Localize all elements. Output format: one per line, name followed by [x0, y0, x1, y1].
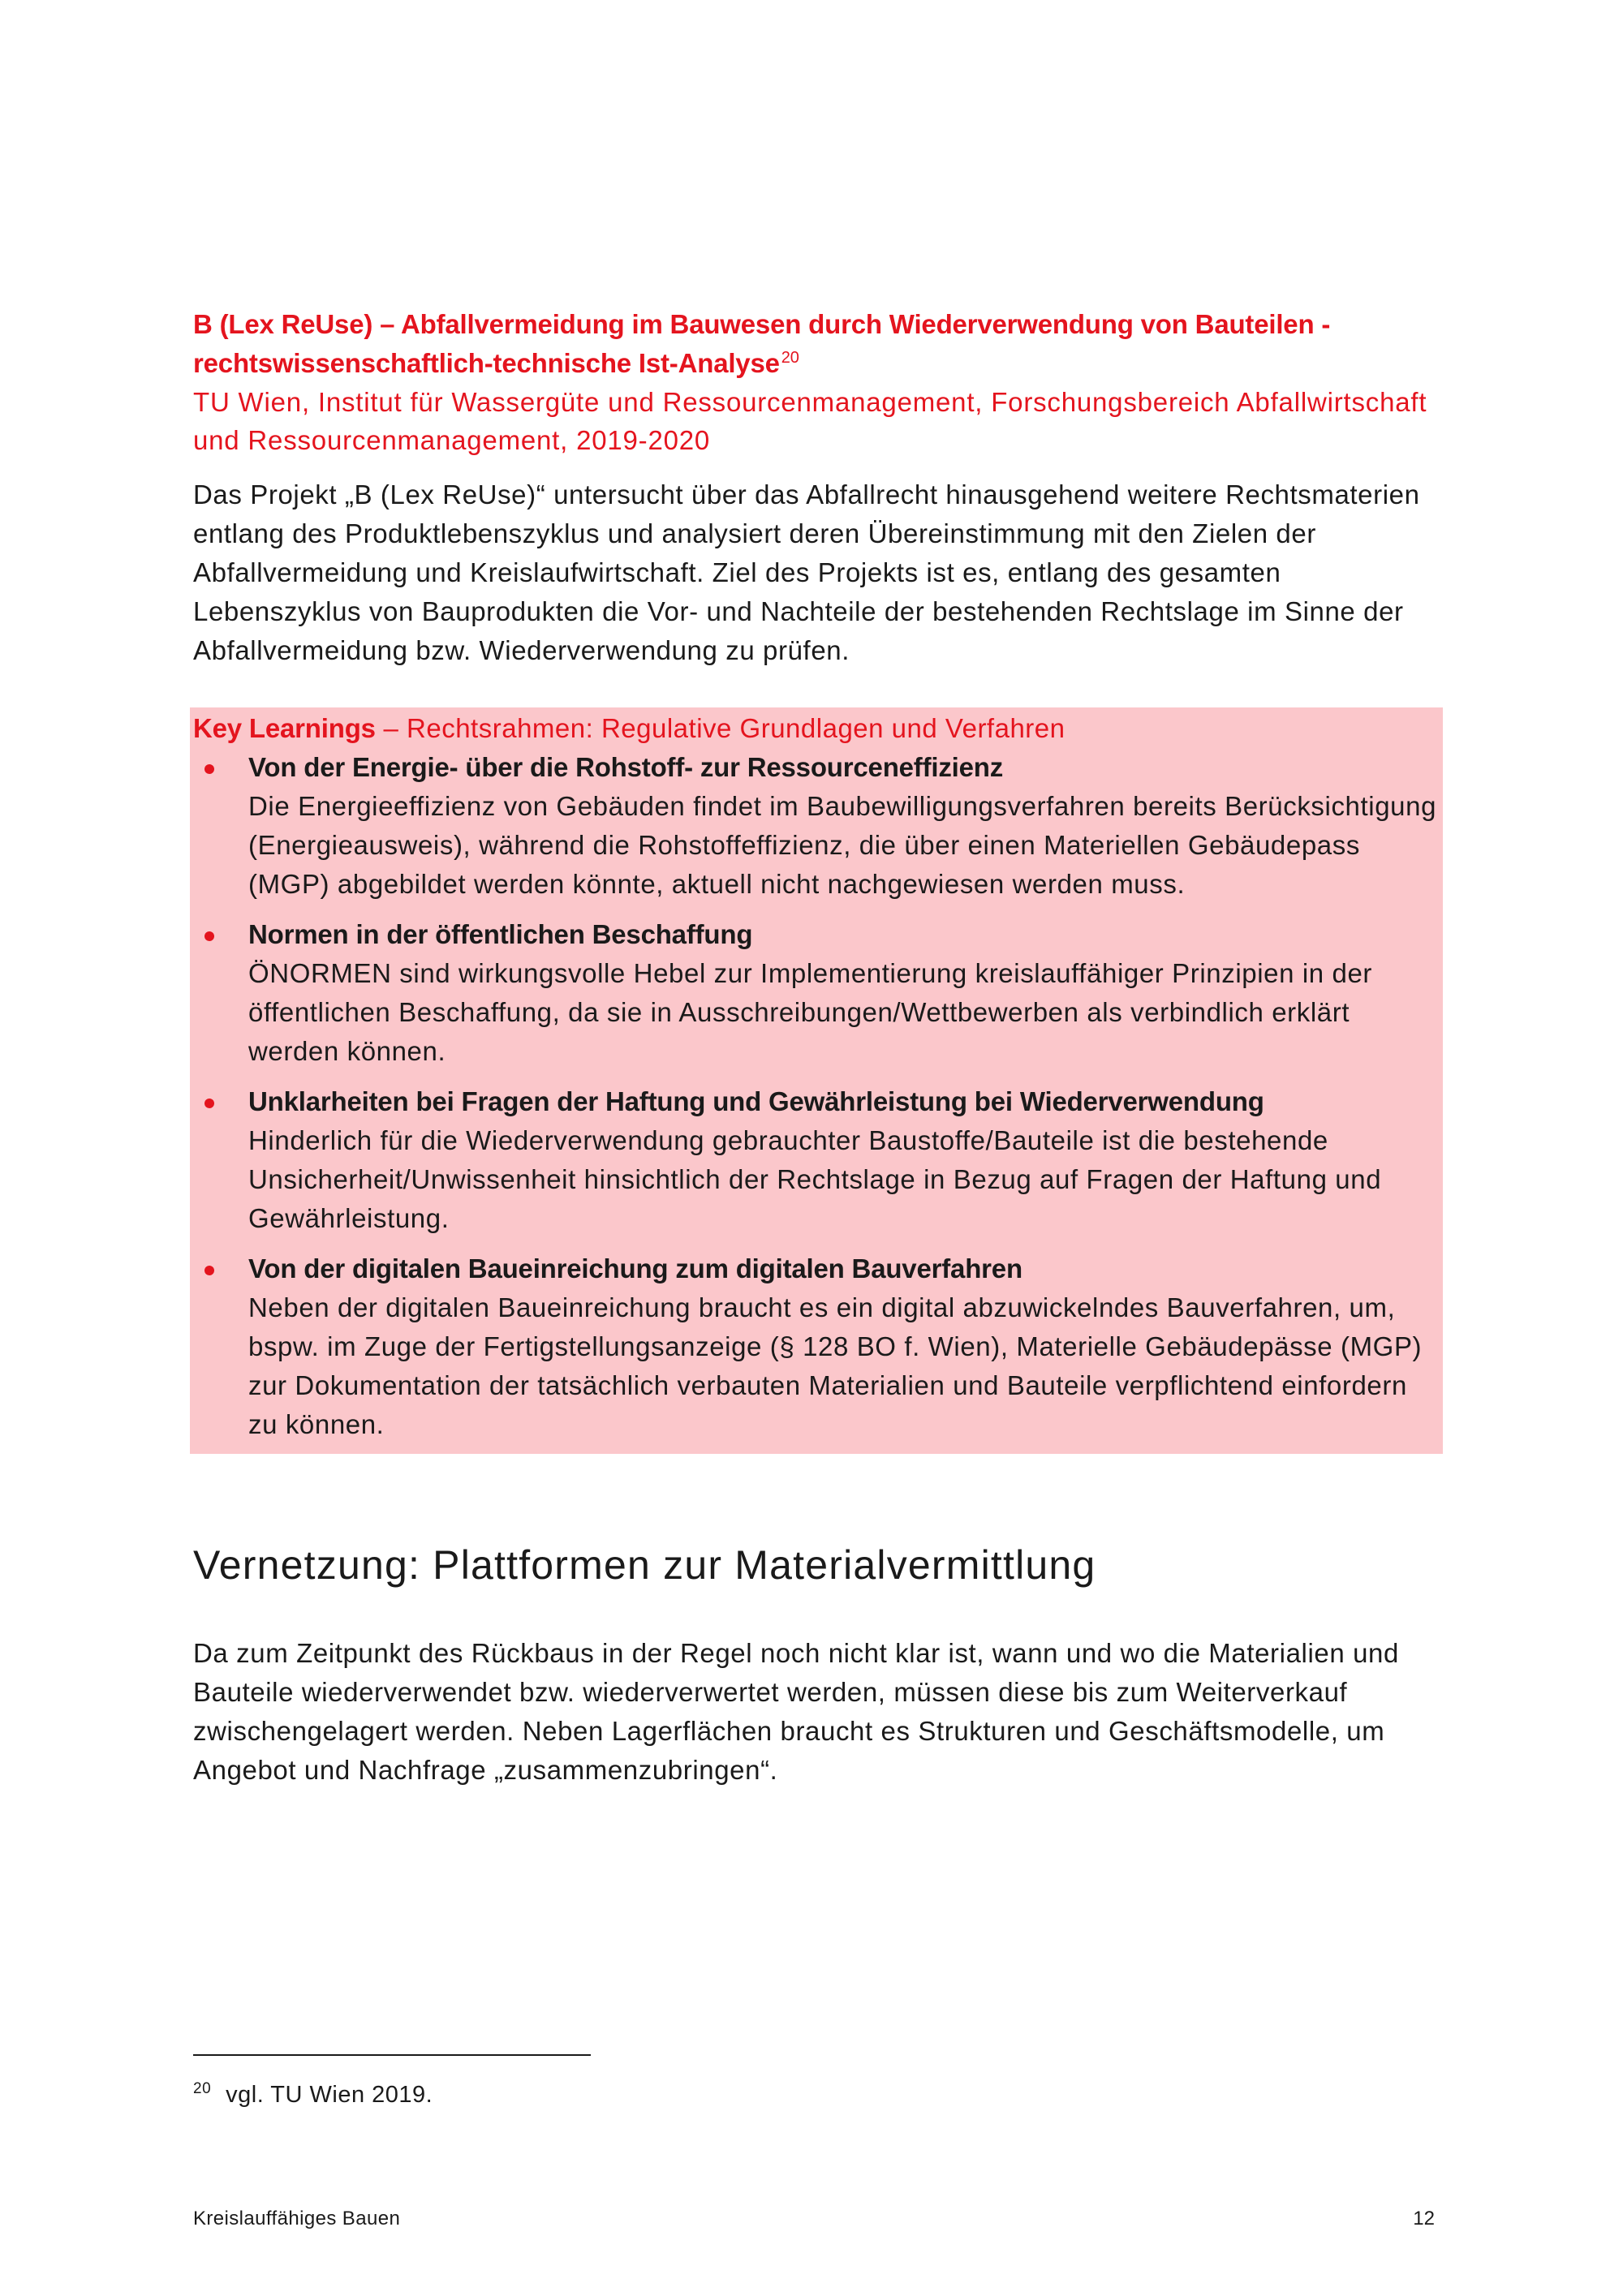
project-description: Das Projekt „B (Lex ReUse)“ untersucht über das Abfallrecht hinausgehend weitere Rechtsmaterien entlang des Produktlebenszyklus und analysiert deren Übereinstimmung mit den Zielen der Abfallvermeidung und Kreislaufwirtschaft. Ziel des Projekts ist es, entlang des gesamten Lebenszyklus von Bauprodukten die Vor- und Nachteile der bestehenden Rechtslage im Sinne der Abfallvermeidung bzw. Wiederverwendung zu prüfen. [193, 479, 1420, 665]
key-learning-title: Von der Energie- über die Rohstoff- zur Ressourceneffizienz [248, 752, 1004, 782]
bullet-icon [204, 1099, 214, 1108]
section-paragraph: Da zum Zeitpunkt des Rückbaus in der Regel noch nicht klar ist, wann und wo die Materialien und Bauteile wiederverwendet bzw. wiederverwertet werden, müssen diese bis zum Weiterverkauf zwischengelagert werden. Neben Lagerflächen braucht es Strukturen und Geschäftsmodelle, um Angebot und Nachfrage „zusammenzubringen“. [193, 1638, 1399, 1785]
bullet-icon [204, 764, 214, 774]
key-learnings-header [193, 707, 1443, 748]
key-learning-text: Die Energieeffizienz von Gebäuden findet im Baubewilligungsverfahren bereits Berücksichtigung (Energieausweis), während die Rohstoffeffizienz, die über einen Materiellen Gebäudepass (MGP) abgebildet werden könnte, aktuell nicht nachgewiesen werden muss. [248, 791, 1437, 899]
key-learning-item [193, 915, 1443, 1071]
footnote-divider [193, 2054, 591, 2056]
bullet-icon [204, 1266, 214, 1275]
key-learning-item [193, 1082, 1443, 1238]
key-learning-title: Unklarheiten bei Fragen der Haftung und Gewährleistung bei Wiederverwendung [248, 1086, 1264, 1116]
key-learning-item [193, 748, 1443, 904]
key-learning-text: ÖNORMEN sind wirkungsvolle Hebel zur Implementierung kreislauffähiger Prinzipien in der öffentlichen Beschaffung, da sie in Ausschreibungen/Wettbewerben als verbindlich erklärt werden können. [248, 958, 1372, 1066]
project-institution: TU Wien, Institut für Wassergüte und Ressourcenmanagement, Forschungsbereich Abfallwirtschaft und Ressourcenmanagement, 2019-2020 [193, 387, 1427, 455]
key-learning-title: Von der digitalen Baueinreichung zum digitalen Bauverfahren [248, 1253, 1022, 1283]
key-learning-title: Normen in der öffentlichen Beschaffung [248, 919, 753, 949]
key-learnings-list [193, 748, 1443, 1444]
footnote-reference[interactable]: 20 [781, 349, 799, 367]
footer-title: Kreislauffähiges Bauen [193, 2208, 401, 2229]
footnote-text: vgl. TU Wien 2019. [226, 2082, 433, 2108]
project-title-text: B (Lex ReUse) – Abfallvermeidung im Bauwesen durch Wiederverwendung von Bauteilen - rechtswissenschaftlich-technische Ist-Analyse [193, 309, 1331, 378]
section-heading: Vernetzung: Plattformen zur Materialvermittlung [193, 1542, 1096, 1588]
project-title [193, 305, 1443, 383]
footnote [193, 2079, 433, 2111]
key-learnings-label: Key Learnings [193, 713, 376, 743]
key-learning-item [193, 1249, 1443, 1444]
page-number: 12 [1413, 2208, 1435, 2229]
key-learnings-topic: Rechtsrahmen: Regulative Grundlagen und Verfahren [407, 713, 1065, 743]
main-content [193, 305, 1443, 1790]
footnote-number: 20 [193, 2080, 212, 2098]
key-learnings-separator: – [375, 713, 407, 743]
bullet-icon [204, 931, 214, 941]
key-learning-text: Hinderlich für die Wiederverwendung gebrauchter Baustoffe/Bauteile ist die bestehende Unsicherheit/Unwissenheit hinsichtlich der Rechtslage in Bezug auf Fragen der Haftung und Gewährleistung. [248, 1125, 1382, 1233]
key-learning-text: Neben der digitalen Baueinreichung braucht es ein digital abzuwickelndes Bauverfahren, um, bspw. im Zuge der Fertigstellungsanzeige (§ 128 BO f. Wien), Materielle Gebäudepässe (MGP) zur Dokumentation der tatsächlich verbauten Materialien und Bauteile verpflichtend einfordern zu können. [248, 1292, 1423, 1439]
key-learnings-box [190, 707, 1443, 1454]
